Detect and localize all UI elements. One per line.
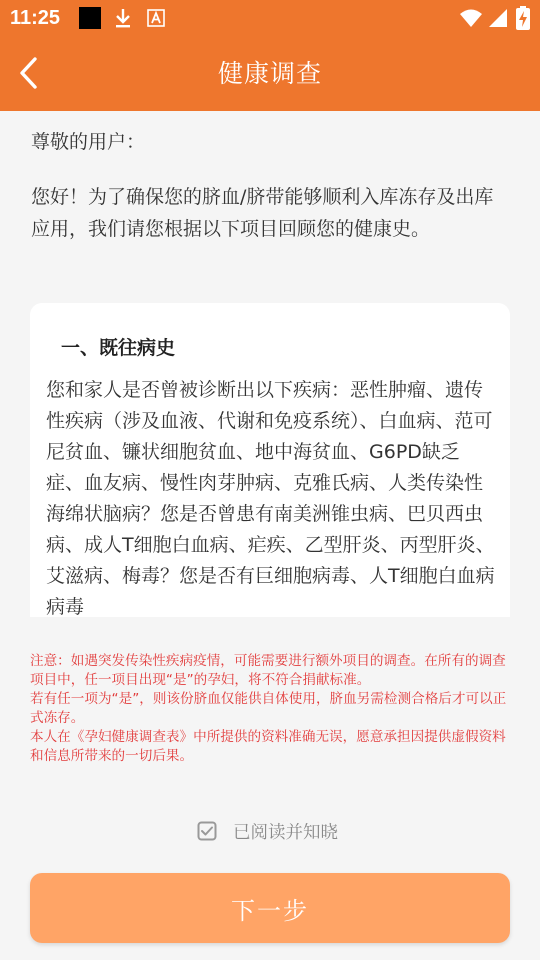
notice-line: 若有任一项为“是”，则该份脐血仅能供自体使用，脐血另需检测合格后才可以正式冻存。 [30,691,507,726]
status-bar [0,0,540,36]
survey-card[interactable] [30,303,510,617]
section-title: 一、既往病史 [61,337,176,359]
system-icons [460,6,530,30]
black-square-icon [79,7,101,29]
agreement-label: 已阅读并知晓 [233,822,338,843]
notice-line: 本人在《孕妇健康调查表》中所提供的资料准确无误，愿意承担因提供虚假资料和信息所带来的一切后果。 [30,729,506,764]
notice-line: 注意：如遇突发传染性疾病疫情，可能需要进行额外项目的调查。在所有的调查项目中，任一项目出现“是”的孕妇，将不符合捐献标准。 [30,653,506,688]
next-button-label: 下一步 [231,896,309,925]
download-icon [113,7,133,29]
checkbox-checked-icon[interactable] [197,821,217,841]
agreement-checkbox-row[interactable] [197,817,338,845]
notification-icons [79,6,165,30]
chevron-left-icon [17,56,39,90]
intro-text: 您好！为了确保您的脐血/脐带能够顺利入库冻存及出库应用，我们请您根据以下项目回顾您的健康史。 [31,186,494,240]
back-button[interactable] [8,52,48,94]
app-bar [0,36,540,111]
greeting-text: 尊敬的用户： [31,131,146,153]
wifi-icon [460,8,482,28]
section-body: 您和家人是否曾被诊断出以下疾病：恶性肿瘤、遗传性疾病（涉及血液、代谢和免疫系统）、白血病、范可尼贫血、镰状细胞贫血、地中海贫血、G6PD缺乏症、血友病、慢性肉芽肿病、克雅氏病、人类传染性海绵状脑病？您是否曾患有南美洲锥虫病、巴贝西虫病、成人T细胞白血病、疟疾、乙型肝炎、丙型肝炎、艾滋病、梅毒？您是否有巨细胞病毒、人T细胞白血病病毒 [46,379,495,617]
next-button[interactable] [30,873,510,943]
a-letter-icon [147,9,165,27]
signal-icon [488,8,508,28]
status-time: 11:25 [10,7,61,29]
battery-charging-icon [516,6,530,30]
notice-block [30,652,512,766]
page-title: 健康调查 [217,59,322,88]
